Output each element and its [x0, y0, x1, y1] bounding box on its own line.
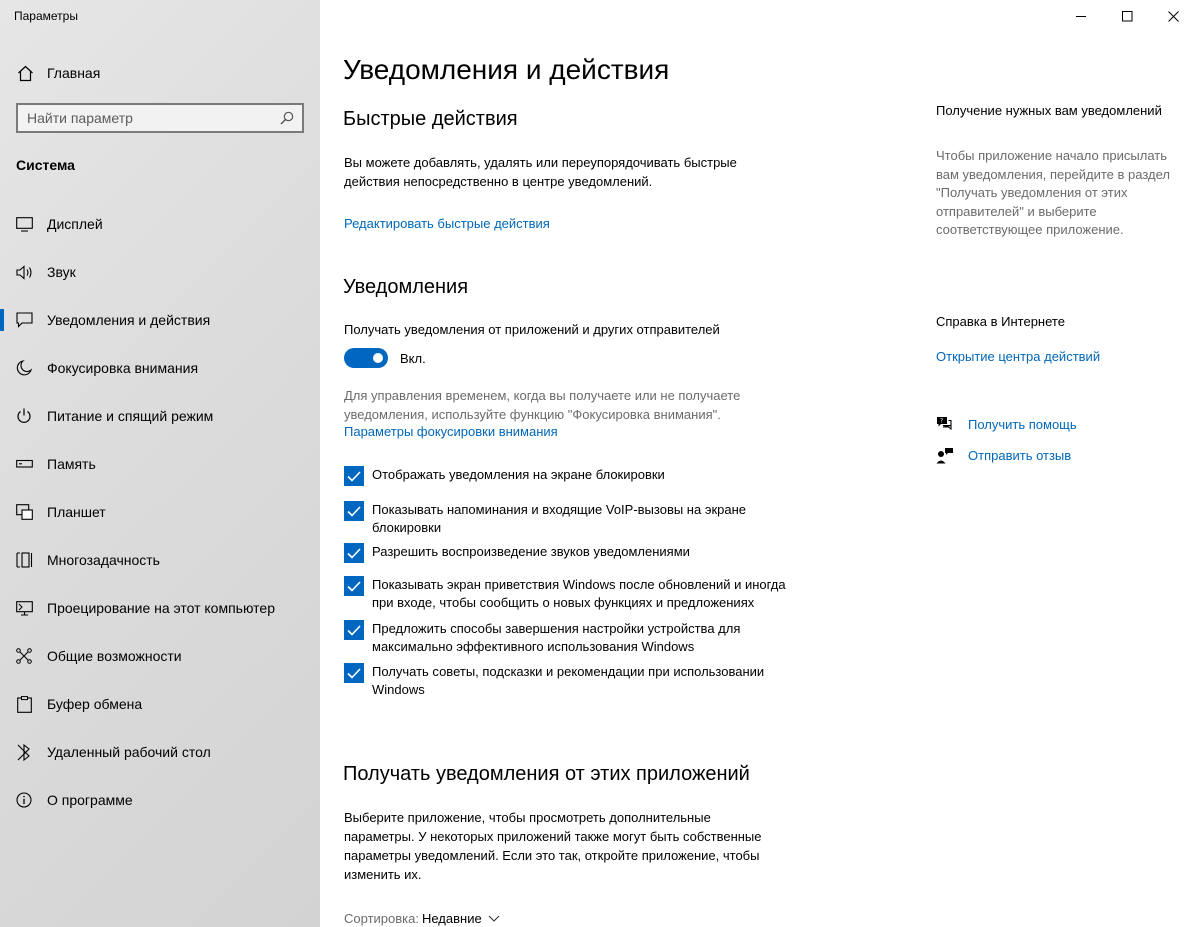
sidebar-section-title: Система — [16, 157, 75, 173]
projecting-icon — [15, 599, 33, 617]
remote-desktop-icon — [15, 743, 33, 761]
send-feedback-link[interactable] — [936, 446, 1071, 464]
checkbox-row[interactable] — [344, 620, 794, 656]
tip-title: Получение нужных вам уведомлений — [936, 103, 1162, 118]
notifications-toggle[interactable] — [344, 348, 388, 368]
sidebar — [0, 0, 320, 927]
checkmark-icon — [347, 668, 361, 679]
help-chat-icon — [936, 415, 954, 433]
sidebar-item-label: Многозадачность — [47, 552, 160, 568]
checkbox-welcome-experience[interactable] — [344, 576, 364, 596]
app-title: Параметры — [14, 9, 78, 23]
checkbox-device-setup[interactable] — [344, 620, 364, 640]
open-action-center-link[interactable]: Открытие центра действий — [936, 349, 1101, 364]
checkbox-notification-sounds[interactable] — [344, 543, 364, 563]
help-heading: Справка в Интернете — [936, 314, 1065, 329]
checkmark-icon — [347, 548, 361, 559]
checkbox-voip-reminders[interactable] — [344, 501, 364, 521]
multitasking-icon — [15, 551, 33, 569]
sidebar-item-shared-experiences[interactable] — [0, 632, 320, 680]
sidebar-item-focus-assist[interactable] — [0, 344, 320, 392]
maximize-icon — [1122, 11, 1133, 22]
sort-label: Сортировка: — [344, 911, 419, 926]
search-icon[interactable] — [272, 111, 302, 125]
sidebar-item-remote-desktop[interactable] — [0, 728, 320, 776]
main-content — [320, 0, 900, 927]
checkbox-lock-screen[interactable] — [344, 466, 364, 486]
get-help-label: Получить помощь — [968, 416, 1077, 432]
checkbox-row[interactable] — [344, 663, 794, 699]
checkbox-row[interactable] — [344, 501, 794, 537]
sidebar-item-label: Буфер обмена — [47, 696, 143, 712]
checkbox-label: Разрешить воспроизведение звуков уведомлениями — [372, 544, 690, 559]
sidebar-item-storage[interactable] — [0, 440, 320, 488]
checkmark-icon — [347, 471, 361, 482]
sort-dropdown[interactable]: Недавние — [421, 911, 482, 926]
display-icon — [15, 215, 33, 233]
notification-icon — [15, 311, 33, 329]
checkbox-tips[interactable] — [344, 663, 364, 683]
notification-checkboxes — [344, 466, 794, 699]
power-icon — [15, 407, 33, 425]
minimize-icon — [1076, 11, 1087, 22]
clipboard-icon — [15, 695, 33, 713]
tip-body: Чтобы приложение начало присылать вам уведомления, перейдите в раздел "Получать уведомления от этих отправителей" и выберите соответствующее приложение. — [936, 148, 1170, 237]
minimize-button[interactable] — [1058, 0, 1104, 32]
speaker-icon — [15, 263, 33, 281]
moon-icon — [15, 359, 33, 377]
maximize-button[interactable] — [1104, 0, 1150, 32]
checkbox-label: Показывать напоминания и входящие VoIP-вызовы на экране блокировки — [372, 502, 747, 535]
checkmark-icon — [347, 625, 361, 636]
focus-assist-settings-link[interactable]: Параметры фокусировки внимания — [344, 424, 558, 439]
sidebar-item-multitasking[interactable] — [0, 536, 320, 584]
get-help-link[interactable] — [936, 415, 1077, 433]
edit-quick-actions-link[interactable]: Редактировать быстрые действия — [344, 216, 550, 231]
sidebar-item-about[interactable] — [0, 776, 320, 824]
sidebar-item-display[interactable] — [0, 200, 320, 248]
sidebar-item-projecting[interactable] — [0, 584, 320, 632]
sidebar-nav — [0, 200, 320, 824]
checkbox-label: Отображать уведомления на экране блокировки — [372, 467, 665, 482]
sidebar-home[interactable] — [0, 56, 320, 90]
search-box[interactable] — [16, 103, 304, 133]
sidebar-item-label: Звук — [47, 264, 76, 280]
search-input[interactable] — [18, 105, 272, 131]
shared-experiences-icon — [15, 647, 33, 665]
page-title: Уведомления и действия — [343, 54, 670, 85]
send-feedback-label: Отправить отзыв — [968, 447, 1072, 463]
notifications-heading: Уведомления — [343, 276, 469, 298]
focus-hint: Для управления временем, когда вы получаете или не получаете уведомления, используйте функцию "Фокусировка внимания". — [344, 388, 741, 422]
checkbox-row[interactable] — [344, 466, 794, 486]
tablet-icon — [15, 503, 33, 521]
toggle-state-label: Вкл. — [400, 350, 426, 366]
sidebar-item-label: Общие возможности — [47, 648, 182, 664]
checkbox-label: Получать советы, подсказки и рекомендации при использовании Windows — [372, 664, 765, 697]
sidebar-item-label: Память — [47, 456, 96, 472]
sidebar-item-label: О программе — [47, 792, 133, 808]
sidebar-item-power[interactable] — [0, 392, 320, 440]
sidebar-item-label: Проецирование на этот компьютер — [47, 600, 275, 616]
storage-icon — [15, 455, 33, 473]
notifications-toggle-row — [344, 348, 426, 368]
close-icon — [1168, 11, 1179, 22]
sidebar-item-label: Планшет — [47, 504, 106, 520]
sidebar-item-sound[interactable] — [0, 248, 320, 296]
info-icon — [15, 791, 33, 809]
checkmark-icon — [347, 581, 361, 592]
sidebar-item-label: Дисплей — [47, 216, 103, 232]
quick-actions-heading: Быстрые действия — [343, 108, 518, 130]
notifications-toggle-label: Получать уведомления от приложений и других отправителей — [344, 322, 720, 337]
window-controls — [1058, 0, 1196, 32]
checkbox-label: Предложить способы завершения настройки устройства для максимально эффективного использования Windows — [372, 621, 741, 654]
sidebar-item-label: Питание и спящий режим — [47, 408, 214, 424]
sidebar-home-label: Главная — [47, 65, 101, 81]
sidebar-item-label: Удаленный рабочий стол — [47, 744, 211, 760]
checkbox-row[interactable] — [344, 576, 794, 612]
sidebar-item-clipboard[interactable] — [0, 680, 320, 728]
sidebar-item-label: Фокусировка внимания — [47, 360, 199, 376]
checkmark-icon — [347, 506, 361, 517]
checkbox-label: Показывать экран приветствия Windows после обновлений и иногда при входе, чтобы сообщить о новых функциях и предложениях — [372, 577, 786, 610]
quick-actions-description: Вы можете добавлять, удалять или переупорядочивать быстрые действия непосредственно в центре уведомлений. — [344, 155, 737, 189]
sidebar-item-tablet[interactable] — [0, 488, 320, 536]
sidebar-item-label: Уведомления и действия — [47, 312, 211, 328]
checkbox-row[interactable] — [344, 543, 794, 563]
apps-description: Выберите приложение, чтобы просмотреть дополнительные параметры. У некоторых приложений также могут быть собственные параметры уведомлений. Если это так, откройте приложение, чтобы изменить их. — [344, 810, 762, 882]
sort-row — [344, 911, 500, 926]
chevron-down-icon[interactable] — [488, 911, 500, 926]
svg-text:?: ? — [940, 417, 944, 425]
sidebar-item-notifications[interactable] — [0, 296, 320, 344]
home-icon — [16, 64, 34, 82]
apps-heading: Получать уведомления от этих приложений — [343, 763, 750, 785]
close-button[interactable] — [1150, 0, 1196, 32]
feedback-icon — [936, 446, 954, 464]
